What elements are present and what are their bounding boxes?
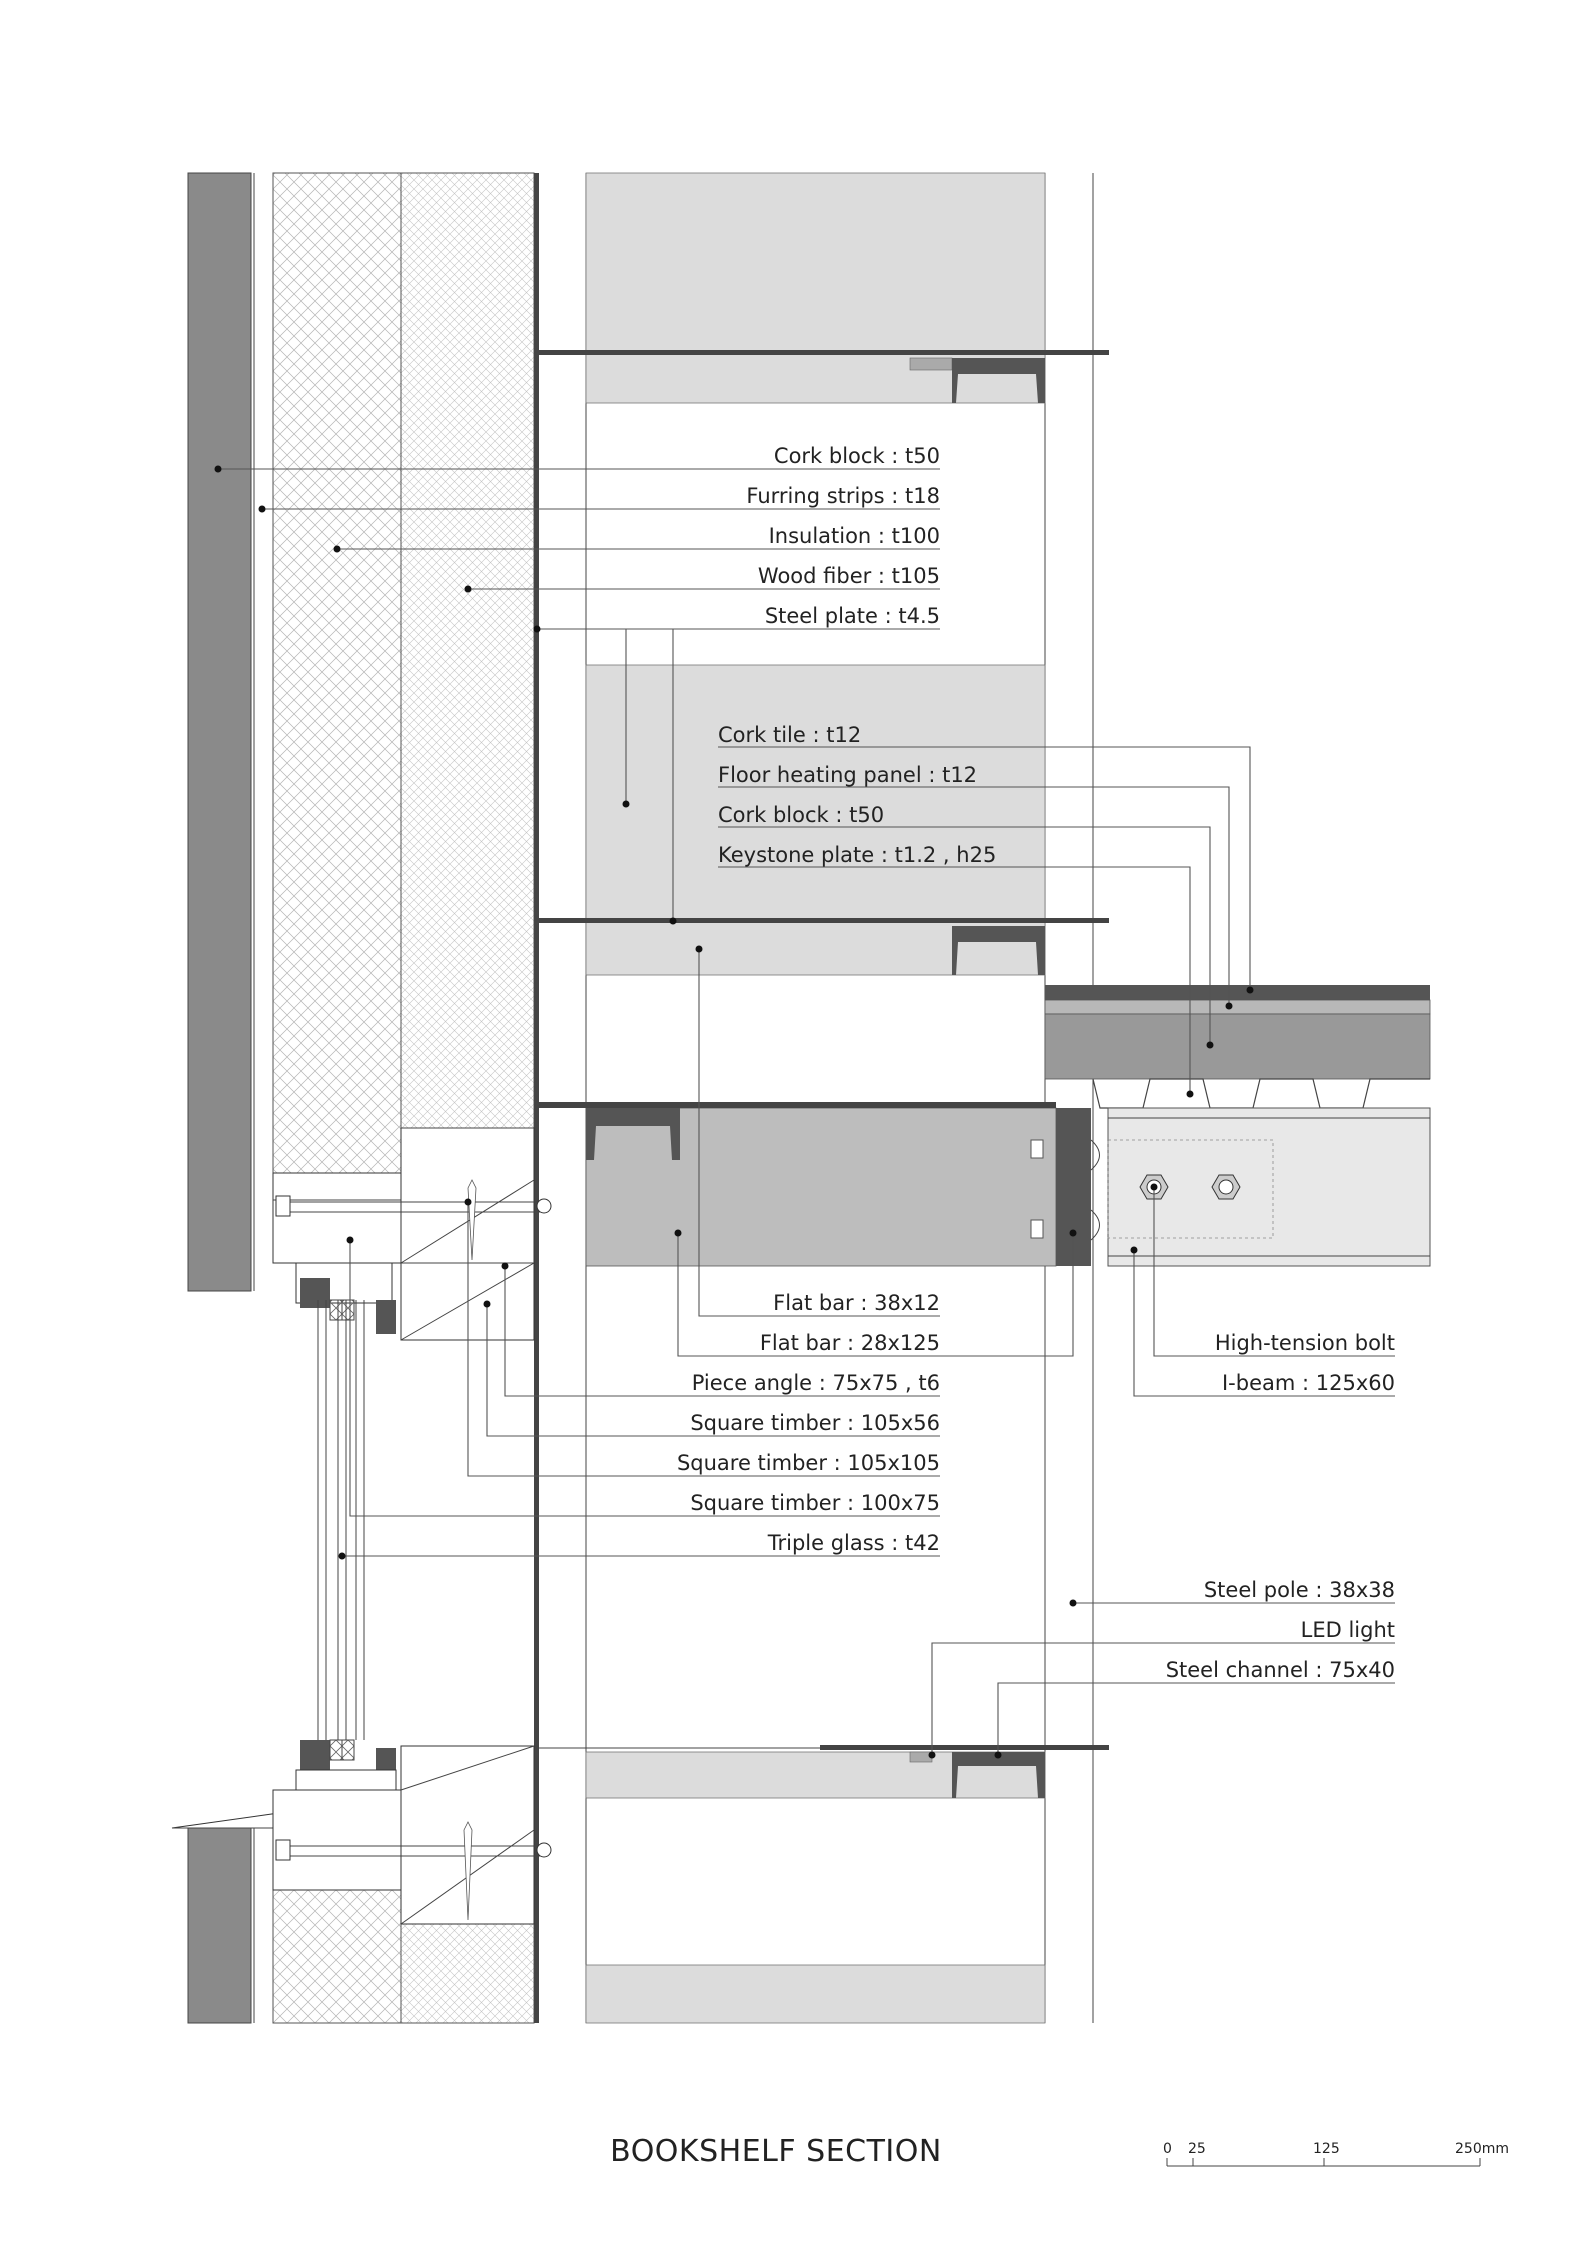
shelf-plate-3 [539, 1102, 1056, 1108]
label-steel-plate: Steel plate : t4.5 [764, 604, 940, 628]
label-piece-angle: Piece angle : 75x75 , t6 [691, 1371, 940, 1395]
cork-block-wall-lower [188, 1828, 251, 2023]
label-wood-fiber: Wood fiber : t105 [757, 564, 940, 588]
cork-block-floor [1045, 1014, 1430, 1079]
labels-mid [677, 1291, 940, 1555]
triple-glass [318, 1300, 364, 1740]
label-steel-channel: Steel channel : 75x40 [1165, 1658, 1395, 1682]
drawing-title: BOOKSHELF SECTION [610, 2134, 942, 2169]
label-cork-block-wall: Cork block : t50 [773, 444, 940, 468]
label-floor-heating-panel: Floor heating panel : t12 [718, 763, 978, 787]
scale-tick-25: 25 [1188, 2141, 1206, 2157]
label-square-timber-105x105: Square timber : 105x105 [676, 1451, 940, 1475]
cork-block-wall [188, 173, 251, 1291]
labels-wall [746, 444, 940, 628]
floor-heating-panel [1045, 1000, 1430, 1014]
label-cork-block-floor: Cork block : t50 [718, 803, 885, 827]
label-square-timber-105x56: Square timber : 105x56 [690, 1411, 940, 1435]
steel-plate-wall [534, 173, 539, 2023]
scale-bar [1163, 2141, 1509, 2166]
label-flat-bar-38x12: Flat bar : 38x12 [773, 1291, 940, 1315]
label-i-beam: I-beam : 125x60 [1221, 1371, 1395, 1395]
label-flat-bar-28x125: Flat bar : 28x125 [759, 1331, 940, 1355]
insulation-layer-lower [273, 1890, 401, 2023]
keystone-plate [1093, 1079, 1430, 1108]
floor-assembly [1045, 985, 1430, 1266]
label-triple-glass: Triple glass : t42 [767, 1531, 940, 1555]
shelf-plate-4 [820, 1745, 1109, 1750]
label-steel-pole: Steel pole : 38x38 [1203, 1578, 1395, 1602]
label-led-light: LED light [1300, 1618, 1395, 1642]
cork-tile [1045, 985, 1430, 1000]
label-high-tension-bolt: High-tension bolt [1214, 1331, 1395, 1355]
wood-fiber-layer-lower [401, 1924, 534, 2023]
shelf-plate-2 [539, 918, 1109, 923]
label-furring-strips: Furring strips : t18 [746, 484, 940, 508]
scale-tick-0: 0 [1163, 2141, 1172, 2157]
label-keystone-plate: Keystone plate : t1.2 , h25 [718, 843, 997, 867]
labels-right [1166, 1331, 1395, 1682]
shelf-plate-1 [539, 350, 1109, 355]
scale-tick-250: 250mm [1455, 2141, 1509, 2157]
label-insulation: Insulation : t100 [768, 524, 940, 548]
label-square-timber-100x75: Square timber : 100x75 [690, 1491, 940, 1515]
scale-tick-125: 125 [1313, 2141, 1340, 2157]
wood-fiber-layer [401, 173, 534, 1128]
label-cork-tile: Cork tile : t12 [718, 723, 862, 747]
insulation-layer [273, 173, 401, 1173]
